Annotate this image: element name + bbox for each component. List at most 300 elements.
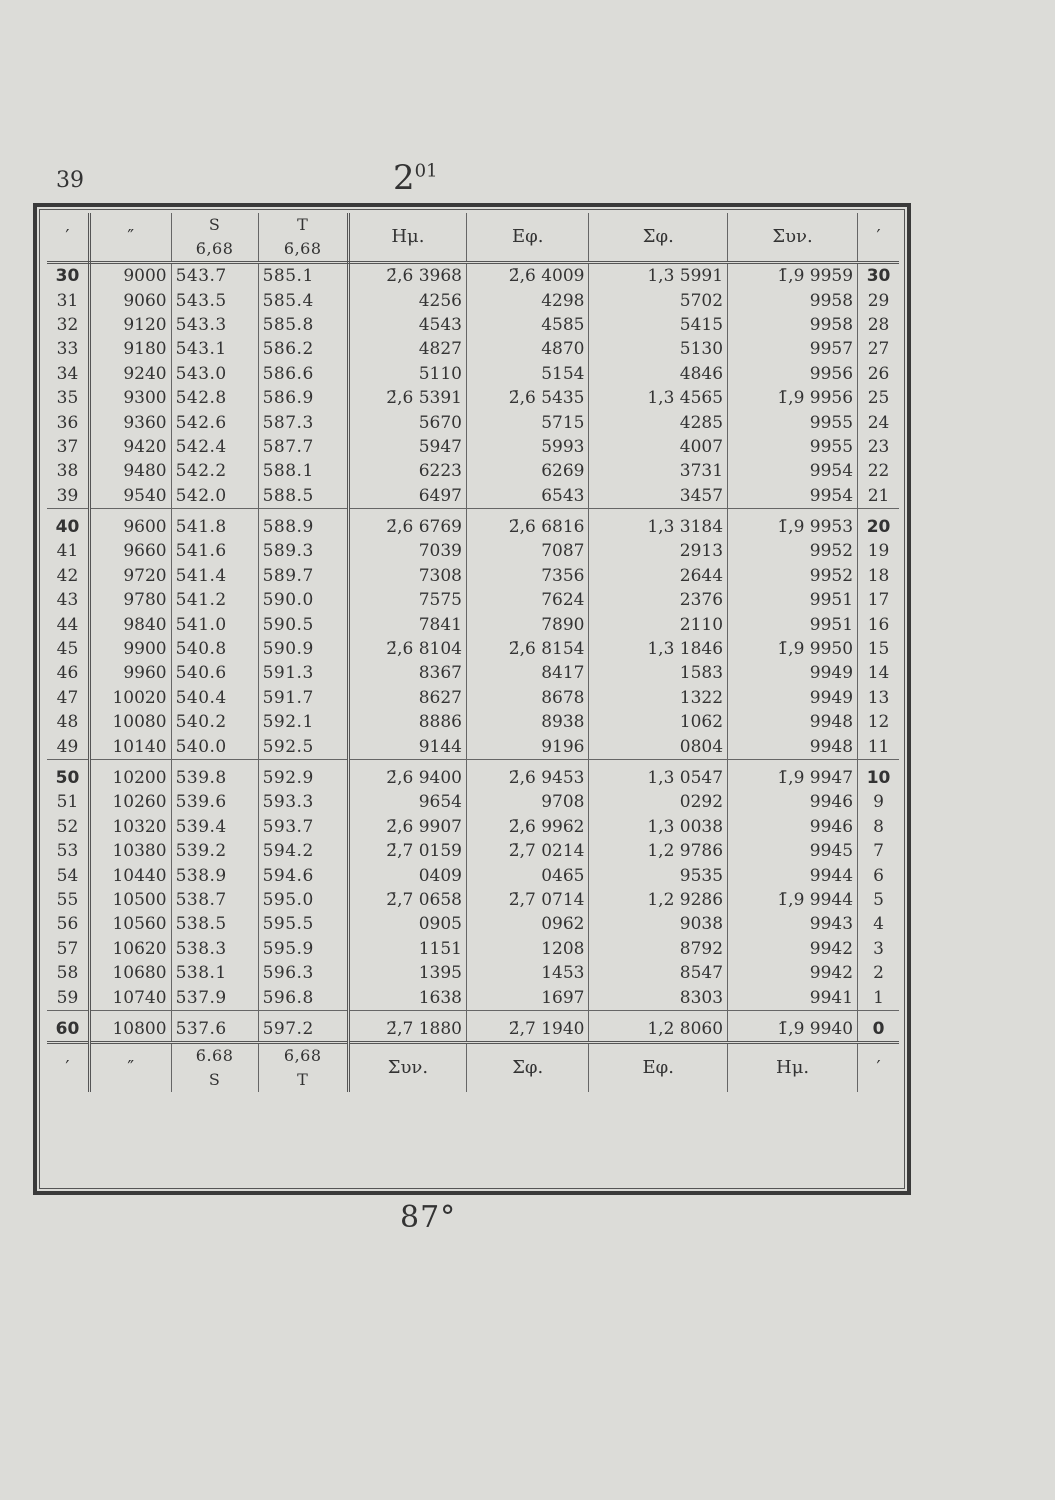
row-seconds: 9480 (89, 459, 171, 483)
row-right-minutes: 27 (867, 339, 890, 360)
row-minutes: 43 (47, 588, 89, 612)
row-t: 596.3 (258, 961, 348, 985)
row-seconds: 10680 (89, 961, 171, 985)
row-syn: 1̄,9 9950 (728, 637, 858, 661)
footer-s (171, 1043, 258, 1093)
row-minutes: 44 (47, 612, 89, 636)
row-t: 590.0 (258, 588, 348, 612)
row-right-minutes: 19 (867, 541, 890, 562)
row-minutes: 36 (47, 410, 89, 434)
row-hm: 9144 (348, 734, 466, 759)
header-seconds: ″ (89, 213, 171, 263)
table-row (47, 410, 899, 434)
table-row (47, 790, 899, 814)
row-seconds: 10080 (89, 710, 171, 734)
table-row (47, 484, 899, 509)
table-row (47, 288, 899, 312)
row-right-minutes: 21 (858, 484, 899, 509)
row-ef: 8938 (467, 710, 589, 734)
row-seconds: 10500 (89, 888, 171, 912)
row-hm: 2̄,7 0159 (348, 839, 466, 863)
row-right-minutes: 24 (867, 412, 890, 433)
table-body (47, 263, 899, 1043)
row-ef: 7356 (467, 564, 589, 588)
table-header-row (47, 213, 899, 263)
row-seconds: 9900 (89, 637, 171, 661)
row-seconds: 10620 (89, 937, 171, 961)
row-t: 585.1 (258, 263, 348, 289)
row-ef: 8417 (467, 661, 589, 685)
row-hm: 7039 (348, 539, 466, 563)
table-row (47, 588, 899, 612)
row-minutes: 47 (47, 686, 89, 710)
row-ef: 5993 (467, 435, 589, 459)
footer-right-minutes: ′ (858, 1043, 899, 1093)
row-hm: 7575 (348, 588, 466, 612)
row-t: 596.8 (258, 985, 348, 1010)
row-right-minutes: 30 (866, 266, 891, 287)
row-sf: 5415 (589, 313, 728, 337)
row-seconds: 9540 (89, 484, 171, 509)
table-row (47, 888, 899, 912)
row-hm: 4256 (348, 288, 466, 312)
row-hm: 5110 (348, 362, 466, 386)
row-syn: 9949 (728, 661, 858, 685)
row-s: 543.0 (171, 362, 258, 386)
row-hm: 0409 (348, 863, 466, 887)
row-hm: 4543 (348, 313, 466, 337)
row-t: 595.5 (258, 912, 348, 936)
row-seconds: 9180 (89, 337, 171, 361)
row-seconds: 9840 (89, 612, 171, 636)
row-syn: 9955 (728, 435, 858, 459)
row-t: 592.9 (258, 759, 348, 790)
row-minutes: 52 (47, 815, 89, 839)
row-right-minutes: 20 (866, 517, 891, 538)
footer-ef: Εφ. (589, 1043, 728, 1093)
degree-top-superscript: 01 (414, 160, 438, 182)
row-syn: 9942 (728, 961, 858, 985)
table-row (47, 564, 899, 588)
row-ef: 0962 (467, 912, 589, 936)
row-minutes: 60 (47, 1010, 89, 1042)
row-syn: 9954 (728, 459, 858, 483)
row-sf: 2110 (589, 612, 728, 636)
row-s: 539.8 (171, 759, 258, 790)
row-t: 592.1 (258, 710, 348, 734)
row-sf: 3731 (589, 459, 728, 483)
row-right-minutes: 7 (873, 841, 884, 862)
row-right-minutes: 15 (867, 639, 890, 660)
row-seconds: 9660 (89, 539, 171, 563)
row-minutes: 32 (47, 313, 89, 337)
row-seconds: 10140 (89, 734, 171, 759)
row-t: 595.0 (258, 888, 348, 912)
row-s: 540.0 (171, 734, 258, 759)
header-syn: Συν. (728, 213, 858, 263)
row-ef: 6543 (467, 484, 589, 509)
row-hm: 2̄,6 9400 (348, 759, 466, 790)
row-seconds: 9120 (89, 313, 171, 337)
row-ef: 9196 (467, 734, 589, 759)
header-t-label: T (297, 215, 309, 234)
table-row (47, 912, 899, 936)
row-s: 540.8 (171, 637, 258, 661)
row-s: 540.6 (171, 661, 258, 685)
table-row (47, 815, 899, 839)
page-number: 39 (56, 168, 84, 193)
row-hm: 4827 (348, 337, 466, 361)
header-sf: Σφ. (589, 213, 728, 263)
row-ef: 5154 (467, 362, 589, 386)
row-s: 541.6 (171, 539, 258, 563)
row-hm: 2̄,6 9907 (348, 815, 466, 839)
row-s: 543.7 (171, 263, 258, 289)
row-s: 543.5 (171, 288, 258, 312)
row-right-minutes: 6 (873, 865, 884, 886)
row-s: 539.2 (171, 839, 258, 863)
header-right-minutes: ′ (858, 213, 899, 263)
row-hm: 2̄,6 3968 (348, 263, 466, 289)
row-sf: 1,3 0547 (589, 759, 728, 790)
row-seconds: 10200 (89, 759, 171, 790)
header-ef: Εφ. (467, 213, 589, 263)
footer-seconds: ″ (89, 1043, 171, 1093)
row-ef: 8678 (467, 686, 589, 710)
row-s: 542.8 (171, 386, 258, 410)
row-t: 589.7 (258, 564, 348, 588)
row-ef: 2̄,7 0714 (467, 888, 589, 912)
row-sf: 1,3 5991 (589, 263, 728, 289)
row-syn: 9941 (728, 985, 858, 1010)
row-hm: 7308 (348, 564, 466, 588)
row-seconds: 10380 (89, 839, 171, 863)
row-s: 540.2 (171, 710, 258, 734)
row-syn: 9952 (728, 564, 858, 588)
row-t: 594.2 (258, 839, 348, 863)
row-seconds: 9720 (89, 564, 171, 588)
row-syn: 9956 (728, 362, 858, 386)
row-sf: 1583 (589, 661, 728, 685)
row-seconds: 9960 (89, 661, 171, 685)
row-right-minutes: 5 (873, 889, 884, 910)
row-minutes: 40 (47, 508, 89, 539)
row-hm: 9654 (348, 790, 466, 814)
row-s: 540.4 (171, 686, 258, 710)
row-sf: 1,3 3184 (589, 508, 728, 539)
table-row (47, 759, 899, 790)
row-minutes: 35 (47, 386, 89, 410)
table-row (47, 263, 899, 289)
row-ef: 2̄,6 8154 (467, 637, 589, 661)
row-ef: 9708 (467, 790, 589, 814)
row-seconds: 10440 (89, 863, 171, 887)
row-t: 586.9 (258, 386, 348, 410)
row-t: 590.9 (258, 637, 348, 661)
row-syn: 9942 (728, 937, 858, 961)
row-right-minutes: 11 (858, 734, 899, 759)
row-ef: 2̄,6 9453 (467, 759, 589, 790)
row-t: 590.5 (258, 612, 348, 636)
row-ef: 2̄,7 0214 (467, 839, 589, 863)
row-syn: 9945 (728, 839, 858, 863)
row-sf: 8547 (589, 961, 728, 985)
row-minutes: 30 (47, 263, 89, 289)
row-hm: 2̄,6 5391 (348, 386, 466, 410)
row-syn: 1̄,9 9959 (728, 263, 858, 289)
row-syn: 9957 (728, 337, 858, 361)
row-minutes: 59 (47, 985, 89, 1010)
row-right-minutes: 14 (867, 663, 890, 684)
row-s: 543.1 (171, 337, 258, 361)
row-minutes: 37 (47, 435, 89, 459)
row-seconds: 9000 (89, 263, 171, 289)
row-sf: 1,2 8060 (589, 1010, 728, 1042)
row-syn: 9949 (728, 686, 858, 710)
row-ef: 4298 (467, 288, 589, 312)
row-ef: 7890 (467, 612, 589, 636)
row-hm: 5947 (348, 435, 466, 459)
row-t: 588.9 (258, 508, 348, 539)
row-minutes: 42 (47, 564, 89, 588)
row-right-minutes: 22 (867, 461, 890, 482)
degree-top-value: 2 (393, 158, 415, 198)
row-seconds: 10800 (89, 1010, 171, 1042)
row-t: 588.5 (258, 484, 348, 509)
row-syn: 1̄,9 9953 (728, 508, 858, 539)
row-minutes: 53 (47, 839, 89, 863)
row-minutes: 48 (47, 710, 89, 734)
row-s: 537.6 (171, 1010, 258, 1042)
row-sf: 4285 (589, 410, 728, 434)
row-hm: 8367 (348, 661, 466, 685)
row-hm: 2̄,7 1880 (348, 1010, 466, 1042)
row-minutes: 39 (47, 484, 89, 509)
row-s: 538.7 (171, 888, 258, 912)
row-minutes: 58 (47, 961, 89, 985)
row-sf: 0804 (589, 734, 728, 759)
row-right-minutes: 0 (872, 1018, 885, 1039)
row-right-minutes: 25 (867, 388, 890, 409)
row-seconds: 9780 (89, 588, 171, 612)
footer-s-top: 6̄.68 (195, 1046, 234, 1066)
row-ef: 1453 (467, 961, 589, 985)
table-row (47, 459, 899, 483)
row-right-minutes: 1 (858, 985, 899, 1010)
row-hm: 2̄,7 0658 (348, 888, 466, 912)
row-seconds: 10260 (89, 790, 171, 814)
row-ef: 2̄,6 5435 (467, 386, 589, 410)
row-minutes: 50 (47, 759, 89, 790)
row-syn: 1̄,9 9944 (728, 888, 858, 912)
row-right-minutes: 9 (873, 792, 884, 813)
row-s: 543.3 (171, 313, 258, 337)
row-hm: 2̄,6 6769 (348, 508, 466, 539)
row-right-minutes: 3 (873, 938, 884, 959)
row-ef: 2̄,6 6816 (467, 508, 589, 539)
row-sf: 1062 (589, 710, 728, 734)
row-ef: 1208 (467, 937, 589, 961)
row-minutes: 49 (47, 734, 89, 759)
row-s: 538.5 (171, 912, 258, 936)
row-right-minutes: 8 (873, 816, 884, 837)
table-row (47, 612, 899, 636)
row-t: 592.5 (258, 734, 348, 759)
row-right-minutes: 29 (867, 290, 890, 311)
row-hm: 1395 (348, 961, 466, 985)
footer-t-top: 6̄,68 (283, 1046, 322, 1066)
table-row (47, 337, 899, 361)
row-syn: 9946 (728, 790, 858, 814)
row-seconds: 9060 (89, 288, 171, 312)
header-t (258, 213, 348, 263)
row-syn: 9958 (728, 288, 858, 312)
row-syn: 9954 (728, 484, 858, 509)
row-ef: 2̄,7 1940 (467, 1010, 589, 1042)
row-syn: 9944 (728, 863, 858, 887)
table-row (47, 661, 899, 685)
row-hm: 0905 (348, 912, 466, 936)
footer-t (258, 1043, 348, 1093)
table-row (47, 863, 899, 887)
row-syn: 9951 (728, 612, 858, 636)
row-sf: 1,3 1846 (589, 637, 728, 661)
row-hm: 6497 (348, 484, 466, 509)
footer-minutes: ′ (47, 1043, 89, 1093)
row-ef: 4870 (467, 337, 589, 361)
row-right-minutes: 23 (867, 436, 890, 457)
row-s: 541.2 (171, 588, 258, 612)
table-row (47, 362, 899, 386)
row-syn: 9946 (728, 815, 858, 839)
row-hm: 7841 (348, 612, 466, 636)
table-row (47, 937, 899, 961)
row-sf: 5702 (589, 288, 728, 312)
table-row (47, 734, 899, 759)
row-t: 589.3 (258, 539, 348, 563)
row-t: 591.7 (258, 686, 348, 710)
row-syn: 9958 (728, 313, 858, 337)
row-t: 585.4 (258, 288, 348, 312)
row-sf: 1,2 9786 (589, 839, 728, 863)
row-ef: 7087 (467, 539, 589, 563)
header-s (171, 213, 258, 263)
table-row (47, 313, 899, 337)
table-row (47, 710, 899, 734)
row-s: 537.9 (171, 985, 258, 1010)
row-right-minutes: 17 (867, 590, 890, 611)
log-table-frame (33, 203, 911, 1195)
row-seconds: 9240 (89, 362, 171, 386)
row-t: 593.7 (258, 815, 348, 839)
row-sf: 9535 (589, 863, 728, 887)
row-sf: 4846 (589, 362, 728, 386)
table-row (47, 386, 899, 410)
row-s: 542.0 (171, 484, 258, 509)
row-syn: 9951 (728, 588, 858, 612)
row-minutes: 55 (47, 888, 89, 912)
header-hm: Ημ. (348, 213, 466, 263)
row-sf: 3457 (589, 484, 728, 509)
row-hm: 1151 (348, 937, 466, 961)
row-hm: 1638 (348, 985, 466, 1010)
row-sf: 1,3 4565 (589, 386, 728, 410)
row-hm: 5670 (348, 410, 466, 434)
row-hm: 8886 (348, 710, 466, 734)
row-minutes: 31 (47, 288, 89, 312)
degree-heading-bottom: 87° (400, 1200, 457, 1235)
log-table (47, 213, 899, 1092)
row-sf: 8792 (589, 937, 728, 961)
row-t: 587.7 (258, 435, 348, 459)
row-s: 541.0 (171, 612, 258, 636)
table-row (47, 637, 899, 661)
table-row (47, 539, 899, 563)
row-minutes: 41 (47, 539, 89, 563)
row-minutes: 34 (47, 362, 89, 386)
row-ef: 0465 (467, 863, 589, 887)
row-s: 538.1 (171, 961, 258, 985)
row-sf: 4007 (589, 435, 728, 459)
row-sf: 5130 (589, 337, 728, 361)
table-row (47, 435, 899, 459)
row-syn: 9948 (728, 710, 858, 734)
row-ef: 6269 (467, 459, 589, 483)
row-sf: 2913 (589, 539, 728, 563)
row-right-minutes: 13 (867, 687, 890, 708)
header-t-sub: 6̄,68 (283, 239, 322, 258)
row-s: 542.6 (171, 410, 258, 434)
footer-sf: Σφ. (467, 1043, 589, 1093)
row-s: 538.3 (171, 937, 258, 961)
table-footer-row (47, 1043, 899, 1093)
row-seconds: 10560 (89, 912, 171, 936)
row-ef: 2̄,6 4009 (467, 263, 589, 289)
table-row (47, 839, 899, 863)
row-sf: 8303 (589, 985, 728, 1010)
row-syn: 1̄,9 9956 (728, 386, 858, 410)
row-ef: 7624 (467, 588, 589, 612)
row-syn: 1̄,9 9940 (728, 1010, 858, 1042)
row-syn: 9952 (728, 539, 858, 563)
row-minutes: 54 (47, 863, 89, 887)
row-hm: 6223 (348, 459, 466, 483)
footer-hm: Ημ. (728, 1043, 858, 1093)
row-ef: 1697 (467, 985, 589, 1010)
row-ef: 4585 (467, 313, 589, 337)
row-right-minutes: 12 (867, 712, 890, 733)
row-minutes: 46 (47, 661, 89, 685)
row-right-minutes: 4 (873, 914, 884, 935)
row-t: 586.2 (258, 337, 348, 361)
degree-heading-top (393, 158, 438, 198)
row-minutes: 45 (47, 637, 89, 661)
row-sf: 1,2 9286 (589, 888, 728, 912)
header-s-sub: 6̄,68 (195, 239, 234, 258)
row-seconds: 9420 (89, 435, 171, 459)
row-right-minutes: 28 (867, 314, 890, 335)
row-t: 586.6 (258, 362, 348, 386)
row-hm: 8627 (348, 686, 466, 710)
row-seconds: 10020 (89, 686, 171, 710)
row-sf: 1322 (589, 686, 728, 710)
row-syn: 9948 (728, 734, 858, 759)
row-t: 597.2 (258, 1010, 348, 1042)
header-minutes: ′ (47, 213, 89, 263)
row-s: 539.4 (171, 815, 258, 839)
row-s: 539.6 (171, 790, 258, 814)
row-seconds: 9360 (89, 410, 171, 434)
